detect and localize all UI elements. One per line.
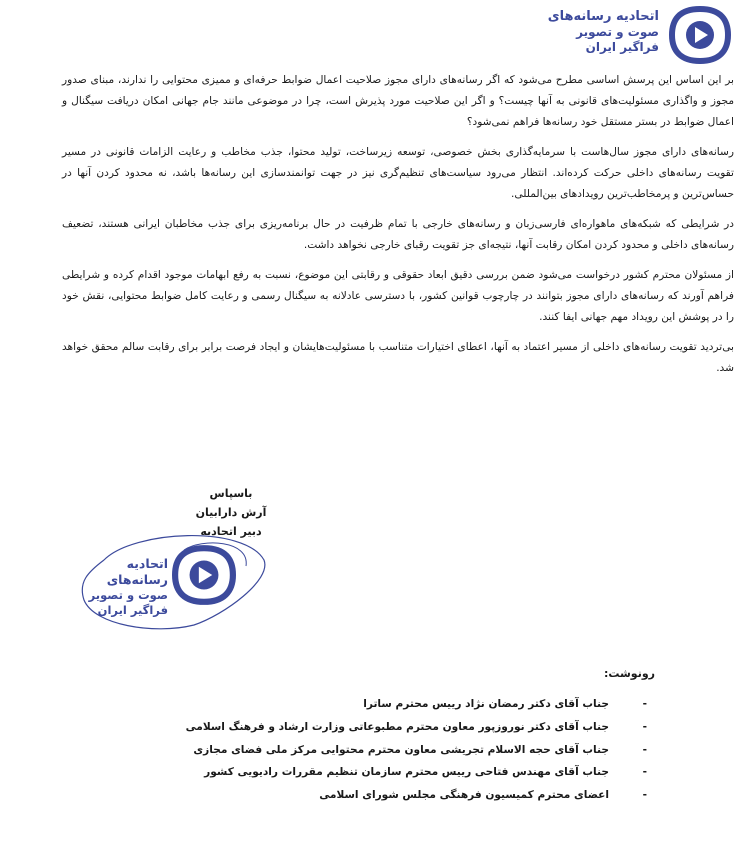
cc-item-text: جناب آقای دکتر نوروزپور معاون محترم مطبوعاتی وزارت ارشاد و فرهنگ اسلامی	[185, 720, 609, 733]
org-name-line2: صوت و تصویر	[576, 25, 659, 39]
cc-item	[125, 739, 645, 762]
paragraph: بر این اساس این پرسش اساسی مطرح می‌شود که اگر رسانه‌های دارای مجوز صلاحیت اعمال ضوابط حرفه‌ای و ممیزی محتوایی را ندارند، مبنای صدور مجوز و واگذاری مسئولیت‌های قانونی به آنها چیست؟ و اگر این صلاحیت مورد پذیرش است، چرا در موضوعی مانند جام جهانی امکان دریافت سیگنال و اعمال ضوابط در بستر مستقل خود رسانه‌ها فراهم نمی‌شود؟	[62, 74, 734, 128]
header-logo	[531, 6, 731, 64]
bullet-dash: -	[642, 743, 647, 756]
stamp-play-icon	[172, 545, 236, 605]
cc-item-text: جناب آقای مهندس فتاحی رییس محترم سازمان تنظیم مقررات رادیویی کشور	[204, 766, 609, 779]
play-icon	[669, 6, 731, 64]
cc-item	[125, 693, 645, 716]
stamp-line1: اتحادیه رسانه‌های	[106, 556, 168, 587]
stamp-line3: فراگیر ایران	[97, 603, 168, 617]
cc-item-text: جناب آقای دکتر رمضان نژاد رییس محترم ساترا	[363, 698, 609, 710]
signature-closing: باسپاس	[209, 487, 253, 500]
cc-list	[125, 693, 645, 807]
stamp-line2: صوت و تصویر	[88, 588, 168, 602]
bullet-dash: -	[642, 789, 647, 802]
organization-name	[539, 8, 659, 55]
cc-item	[125, 784, 645, 807]
letter-body	[62, 70, 734, 388]
paragraph: از مسئولان محترم کشور درخواست می‌شود ضمن بررسی دقیق ابعاد حقوقی و رقابتی این موضوع، نسبت به رفع ابهامات موجود اقدام کرده و شرایطی فراهم آورند که رسانه‌های دارای مجوز بتوانند در چارچوب قوانین کشور، با دسترسی عادلانه به سیگنال رسمی و رعایت کامل ضوابط محتوایی، نقش خود را در پوشش این رویداد مهم جهانی ایفا کنند.	[62, 269, 734, 323]
cc-item	[125, 716, 645, 739]
org-name-line3: فراگیر ایران	[585, 40, 659, 54]
signer-title: دبیر اتحادیه	[200, 525, 262, 538]
bullet-dash: -	[642, 720, 647, 733]
bullet-dash: -	[642, 766, 647, 779]
paragraph: در شرایطی که شبکه‌های ماهواره‌ای فارسی‌زبان و رسانه‌های خارجی با تمام ظرفیت در حال برنامه‌ریزی برای جذب مخاطبان ایرانی هستند، تضعیف رسانه‌های داخلی و محدود کردن امکان رقابت آنها، نتیجه‌ای جز تقویت رقبای خارجی نخواهد داشت.	[62, 218, 734, 251]
paragraph: بی‌تردید تقویت رسانه‌های داخلی از مسیر اعتماد به آنها، اعطای اختیارات متناسب با مسئولیت‌هایشان و ایجاد فرصت برابر برای رقابت سالم محقق خواهد شد.	[62, 341, 734, 374]
signer-name: آرش دارابیان	[195, 506, 267, 519]
bullet-dash: -	[642, 698, 647, 710]
org-name-line1: اتحادیه رسانه‌های	[547, 9, 659, 24]
paragraph: رسانه‌های دارای مجوز سال‌هاست با سرمایه‌گذاری بخش خصوصی، توسعه زیرساخت، تولید محتوا، جذب مخاطب و رعایت الزامات قانونی در مسیر تقویت رسانه‌های داخلی حرکت کرده‌اند. انتظار می‌رود سیاست‌های تنظیم‌گری نیز در جهت توانمندسازی این رسانه‌ها باشد، نه محدود کردن آنها در حساس‌ترین و پرمخاطب‌ترین رویدادهای بین‌المللی.	[62, 146, 734, 200]
cc-title: رونوشت:	[603, 667, 655, 680]
stamp-text	[78, 556, 168, 618]
cc-item	[125, 761, 645, 784]
cc-item-text: جناب آقای حجه الاسلام تجریشی معاون محترم محتوایی مرکز ملی فضای مجازی	[193, 743, 609, 756]
cc-item-text: اعضای محترم کمیسیون فرهنگی مجلس شورای اسلامی	[319, 789, 609, 802]
